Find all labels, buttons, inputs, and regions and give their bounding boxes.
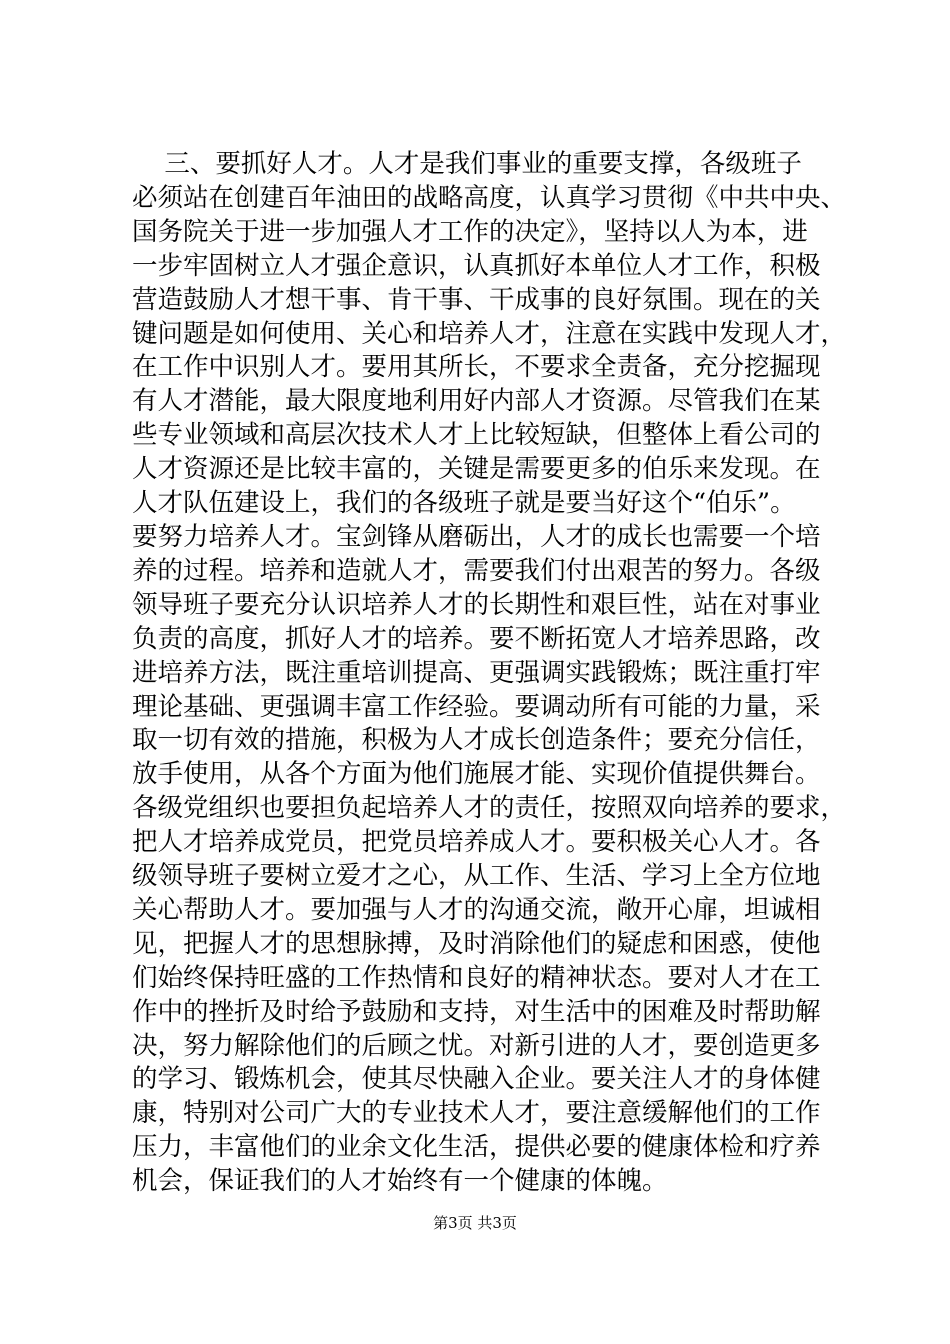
paragraph-line: 必须站在创建百年油田的战略高度，认真学习贯彻《中共中央、 <box>132 182 847 213</box>
paragraph-line: 在工作中识别人才。要用其所长，不要求全责备，充分挖掘现 <box>132 352 821 383</box>
paragraph-line: 国务院关于进一步加强人才工作的决定》，坚持以人为本，进 <box>132 216 808 247</box>
paragraph-line: 关心帮助人才。要加强与人才的沟通交流，敞开心扉，坦诚相 <box>132 894 821 925</box>
paragraph-line: 康，特别对公司广大的专业技术人才，要注意缓解他们的工作 <box>132 1098 821 1129</box>
paragraph-line: 把人才培养成党员，把党员培养成人才。要积极关心人才。各 <box>132 827 821 858</box>
paragraph-line: 各级党组织也要担负起培养人才的责任，按照双向培养的要求， <box>132 793 847 824</box>
body-paragraph <box>132 148 847 1199</box>
paragraph-line: 进培养方法，既注重培训提高、更强调实践锻炼；既注重打牢 <box>132 657 821 688</box>
paragraph-line: 们始终保持旺盛的工作热情和良好的精神状态。要对人才在工 <box>132 962 821 993</box>
paragraph-line: 要努力培养人才。宝剑锋从磨砺出，人才的成长也需要一个培 <box>132 521 821 552</box>
paragraph-line: 压力，丰富他们的业余文化生活，提供必要的健康体检和疗养 <box>132 1132 821 1163</box>
paragraph-line: 领导班子要充分认识培养人才的长期性和艰巨性，站在对事业 <box>132 589 821 620</box>
paragraph-line: 放手使用，从各个方面为他们施展才能、实现价值提供舞台。 <box>132 759 821 790</box>
paragraph-line: 些专业领域和高层次技术人才上比较短缺，但整体上看公司的 <box>132 420 821 451</box>
paragraph-line: 机会，保证我们的人才始终有一个健康的体魄。 <box>132 1166 668 1197</box>
paragraph-line: 的学习、锻炼机会，使其尽快融入企业。要关注人才的身体健 <box>132 1064 821 1095</box>
paragraph-line: 取一切有效的措施，积极为人才成长创造条件；要充分信任， <box>132 725 821 756</box>
paragraph-line: 人才队伍建设上，我们的各级班子就是要当好这个“伯乐”。 <box>132 488 796 519</box>
paragraph-line: 三、要抓好人才。人才是我们事业的重要支撑，各级班子 <box>132 149 802 179</box>
page-number: 第3页 共3页 <box>433 1214 517 1232</box>
paragraph-line: 一步牢固树立人才强企意识，认真抓好本单位人才工作，积极 <box>132 250 821 281</box>
paragraph-line: 见，把握人才的思想脉搏，及时消除他们的疑虑和困惑，使他 <box>132 928 821 959</box>
paragraph-line: 理论基础、更强调丰富工作经验。要调动所有可能的力量，采 <box>132 691 821 722</box>
paragraph-line: 级领导班子要树立爱才之心，从工作、生活、学习上全方位地 <box>132 861 821 892</box>
paragraph-line: 营造鼓励人才想干事、肯干事、干成事的良好氛围。现在的关 <box>132 284 821 315</box>
paragraph-line: 键问题是如何使用、关心和培养人才，注意在实践中发现人才， <box>132 318 847 349</box>
paragraph-line: 有人才潜能，最大限度地利用好内部人才资源。尽管我们在某 <box>132 386 821 417</box>
page-footer <box>0 1213 950 1233</box>
paragraph-line: 人才资源还是比较丰富的，关键是需要更多的伯乐来发现。在 <box>132 454 821 485</box>
paragraph-line: 负责的高度，抓好人才的培养。要不断拓宽人才培养思路，改 <box>132 623 821 654</box>
paragraph-line: 养的过程。培养和造就人才，需要我们付出艰苦的努力。各级 <box>132 555 821 586</box>
paragraph-line: 作中的挫折及时给予鼓励和支持，对生活中的困难及时帮助解 <box>132 996 821 1027</box>
paragraph-line: 决，努力解除他们的后顾之忧。对新引进的人才，要创造更多 <box>132 1030 821 1061</box>
